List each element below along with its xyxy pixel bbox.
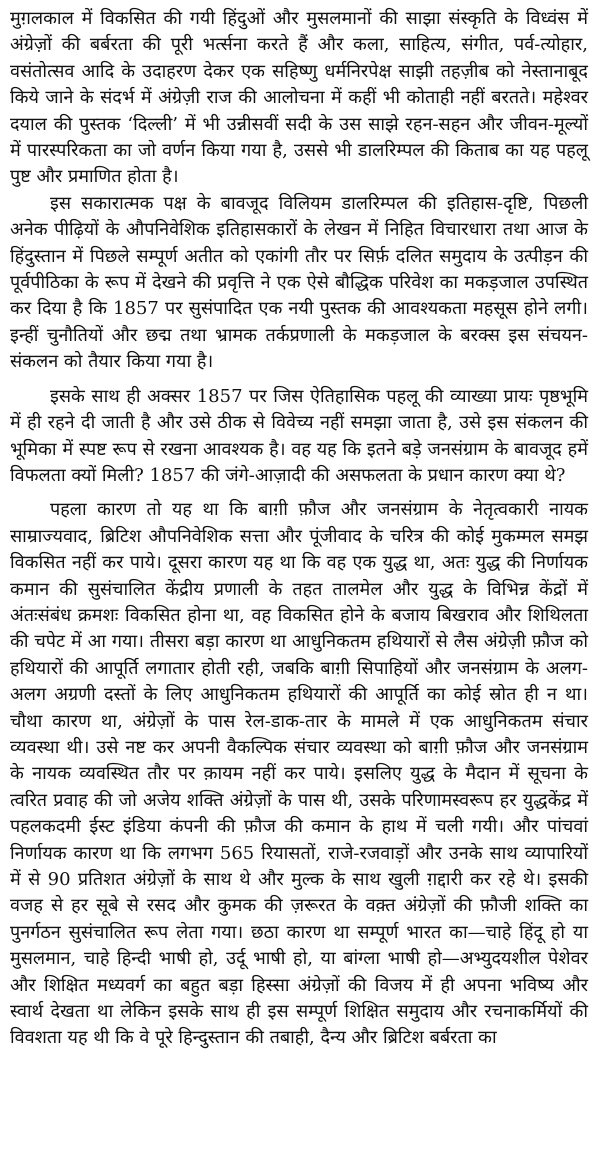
paragraph-failure-question: इसके साथ ही अक्सर 1857 पर जिस ऐतिहासिक पहलू की व्याख्या प्रायः पृष्ठभूमि में ही रहने दी जाती है और उसे ठीक से विवेच्य नहीं समझा जाता है, उसे इस संकलन की भूमिका में स्पष्ट रूप से रखना आवश्यक है। वह यह कि इतने बड़े जनसंग्राम के बावजूद हमें विफलता क्यों मिली? 1857 की जंगे-आज़ादी की असफलता के प्रधान कारण क्या थे? <box>10 385 588 486</box>
paragraph-continuation: मुग़लकाल में विकसित की गयी हिंदुओं और मुसलमानों की साझा संस्कृति के विध्वंस में अंग्रेज़ों की बर्बरता की पूरी भर्त्सना करते हैं और कला, साहित्य, संगीत, पर्व-त्योहार, वसंतोत्सव आदि के उदाहरण देकर एक सहिष्णु धर्मनिरपेक्ष साझी तहज़ीब को नेस्तानाबूद किये जाने के संदर्भ में अंग्रेज़ी राज की आलोचना में कहीं भी कोताही नहीं बरतते। महेश्वर दयाल की पुस्तक ‘दिल्ली’ में भी उन्नीसवीं सदी के उस साझे रहन-सहन और जीवन-मूल्यों में पारस्परिकता का जो वर्णन किया गया है, उससे भी डालरिम्पल की किताब का यह पहलू पुष्ट और प्रमाणित होता है। <box>10 8 588 188</box>
paragraph-failure-reasons: पहला कारण तो यह था कि बाग़ी फ़ौज और जनसंग्राम के नेतृत्वकारी नायक साम्राज्यवाद, ब्रिटिश औपनिवेशिक सत्ता और पूंजीवाद के चरित्र की कोई मुकम्मल समझ विकसित नहीं कर पाये। दूसरा कारण यह था कि वह एक युद्ध था, अतः युद्ध की निर्णायक कमान की सुसंचालित केंद्रीय प्रणाली के तहत तालमेल और युद्ध के विभिन्न केंद्रों में अंतःसंबंध क्रमशः विकसित होना था, वह विकसित होने के बजाय बिखराव और शिथिलता की चपेट में आ गया। तीसरा बड़ा कारण था आधुनिकतम हथियारों से लैस अंग्रेज़ी फ़ौज को हथियारों की आपूर्ति लगातार होती रही, जबकि बाग़ी सिपाहियों और जनसंग्राम के अलग-अलग अग्रणी दस्तों के लिए आधुनिकतम हथियारों की आपूर्ति का कोई स्रोत ही न था। चौथा कारण था, अंग्रेज़ों के पास रेल-डाक-तार के मामले में एक आधुनिकतम संचार व्यवस्था थी। उसे नष्ट कर अपनी वैकल्पिक संचार व्यवस्था को बाग़ी फ़ौज और जनसंग्राम के नायक व्यवस्थित तौर पर क़ायम नहीं कर पाये। इसलिए युद्ध के मैदान में सूचना के त्वरित प्रवाह की जो अजेय शक्ति अंग्रेज़ों के पास थी, उसके परिणामस्वरूप हर युद्धकेंद्र में पहलकदमी ईस्ट इंडिया कंपनी की फ़ौज की कमान के हाथ में चली गयी। और पांचवां निर्णायक कारण था कि लगभग 565 रियासतों, राजे-रजवाड़ों और उनके साथ व्यापारियों में से 90 प्रतिशत अंग्रेज़ों के साथ थे और मुल्क के साथ खुली ग़द्दारी कर रहे थे। इसकी वजह से हर सूबे से रसद और कुमक की ज़रूरत के वक़्त अंग्रेज़ों की फ़ौजी शक्ति का पुनर्गठन सुसंचालित रूप लेता गया। छठा कारण था सम्पूर्ण भारत का—चाहे हिंदू हो या मुसलमान, चाहे हिन्दी भाषी हो, उर्दू भाषी हो, या बांग्ला भाषी हो—अभ्युदयशील पेशेवर और शिक्षित मध्यवर्ग का बहुत बड़ा हिस्सा अंग्रेज़ों की विजय में ही अपना भविष्य और स्वार्थ देखता था लेकिन इसके साथ ही इस सम्पूर्ण शिक्षित समुदाय और रचनाकर्मियों की विवशता यह थी कि वे पूरे हिन्दुस्तान की तबाही, दैन्य और ब्रिटिश बर्बरता का <box>10 499 588 1049</box>
paragraph-dalrymple-critique: इस सकारात्मक पक्ष के बावजूद विलियम डालरिम्पल की इतिहास-दृष्टि, पिछली अनेक पीढ़ियों के औपनिवेशिक इतिहासकारों के लेखन में निहित विचारधारा तथा आज के हिंदुस्तान में पिछले सम्पूर्ण अतीत को एकांगी तौर पर सिर्फ़ दलित समुदाय के उत्पीड़न की पूर्वपीठिका के रूप में देखने की प्रवृत्ति ने एक ऐसे बौद्धिक परिवेश का मकड़जाल उपस्थित कर दिया है कि 1857 पर सुसंपादित एक नयी पुस्तक की आवश्यकता महसूस होने लगी। इन्हीं चुनौतियों और छद्म तथा भ्रामक तर्कप्रणाली के मकड़जाल के बरक्स इस संचयन-संकलन को तैयार किया गया है। <box>10 192 588 373</box>
